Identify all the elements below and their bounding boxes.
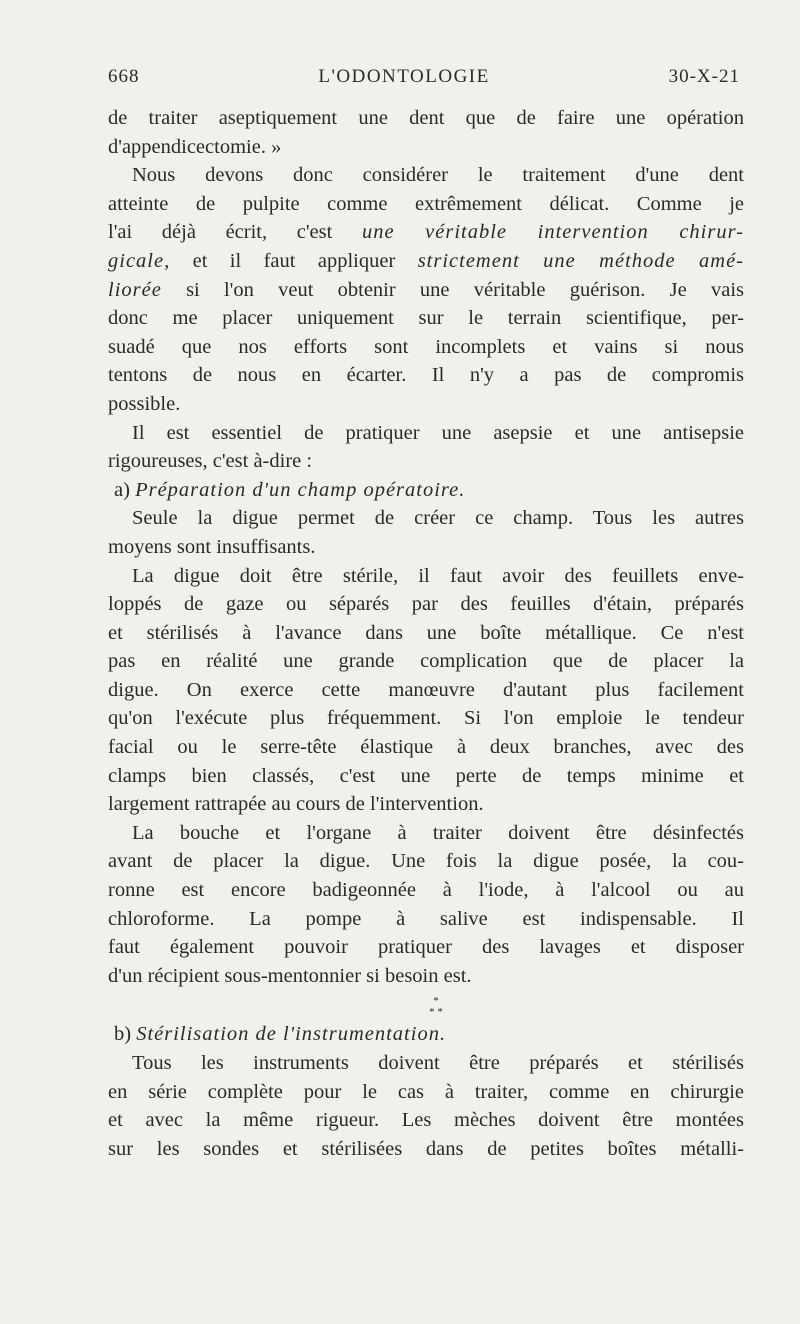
line: avant de placer la digue. Une fois la digue posée, la cou- xyxy=(108,850,744,873)
line: faut également pouvoir pratiquer des lavages et disposer xyxy=(108,936,744,959)
section-heading-b: b) Stérilisation de l'instrumentation. xyxy=(114,1023,447,1046)
line: Nous devons donc considérer le traitement d'une dent xyxy=(132,164,744,187)
line: suadé que nos efforts sont incomplets et vains si nous xyxy=(108,335,744,358)
line: chloroforme. La pompe à salive est indispensable. Il xyxy=(108,907,744,930)
line: l'ai déjà écrit, c'est une véritable intervention chirur- xyxy=(108,221,744,244)
line: gicale, et il faut appliquer strictement une méthode amé- xyxy=(108,249,744,272)
asterism-separator: * * * xyxy=(429,995,443,1019)
line: Il est essentiel de pratiquer une asepsie et une antisepsie xyxy=(132,421,744,444)
page-number: 668 xyxy=(108,66,140,87)
body-text xyxy=(108,104,744,1163)
line: et stérilisés à l'avance dans une boîte métallique. Ce n'est xyxy=(108,621,744,644)
line: rigoureuses, c'est à-dire : xyxy=(108,450,313,473)
line: Seule la digue permet de créer ce champ. Tous les autres xyxy=(132,507,744,530)
issue-date: 30-X-21 xyxy=(668,66,740,87)
line: qu'on l'exécute plus fréquemment. Si l'on emploie le tendeur xyxy=(108,707,744,730)
line: atteinte de pulpite comme extrêmement délicat. Comme je xyxy=(108,192,744,215)
line: largement rattrapée au cours de l'intervention. xyxy=(108,793,484,816)
line: digue. On exerce cette manœuvre d'autant plus facilement xyxy=(108,678,744,701)
line: en série complète pour le cas à traiter, comme en chirurgie xyxy=(108,1080,744,1103)
line: moyens sont insuffisants. xyxy=(108,535,316,558)
line: ronne est encore badigeonnée à l'iode, à l'alcool ou au xyxy=(108,879,744,902)
line: d'un récipient sous-mentonnier si besoin est. xyxy=(108,964,472,987)
line: tentons de nous en écarter. Il n'y a pas de compromis xyxy=(108,364,744,387)
line: possible. xyxy=(108,392,181,415)
line: de traiter aseptiquement une dent que de faire une opération xyxy=(108,107,744,129)
line: loppés de gaze ou séparés par des feuilles d'étain, préparés xyxy=(108,593,744,616)
line: et avec la même rigueur. Les mèches doivent être montées xyxy=(108,1109,744,1132)
line: Tous les instruments doivent être préparés et stérilisés xyxy=(132,1052,744,1074)
journal-title: L'ODONTOLOGIE xyxy=(318,66,490,87)
line: La digue doit être stérile, il faut avoir des feuillets enve- xyxy=(132,564,744,587)
running-header xyxy=(108,66,740,88)
line: donc me placer uniquement sur le terrain scientifique, per- xyxy=(108,307,744,330)
line: La bouche et l'organe à traiter doivent être désinfectés xyxy=(132,821,744,844)
line: pas en réalité une grande complication que de placer la xyxy=(108,650,744,673)
line: sur les sondes et stérilisées dans de petites boîtes métalli- xyxy=(108,1137,744,1160)
line: d'appendicectomie. » xyxy=(108,135,282,158)
line: clamps bien classés, c'est une perte de temps minime et xyxy=(108,764,744,787)
line: liorée si l'on veut obtenir une véritable guérison. Je vais xyxy=(108,278,744,301)
line: facial ou le serre-tête élastique à deux branches, avec des xyxy=(108,736,744,759)
section-heading-a: a) Préparation d'un champ opératoire. xyxy=(114,478,466,501)
